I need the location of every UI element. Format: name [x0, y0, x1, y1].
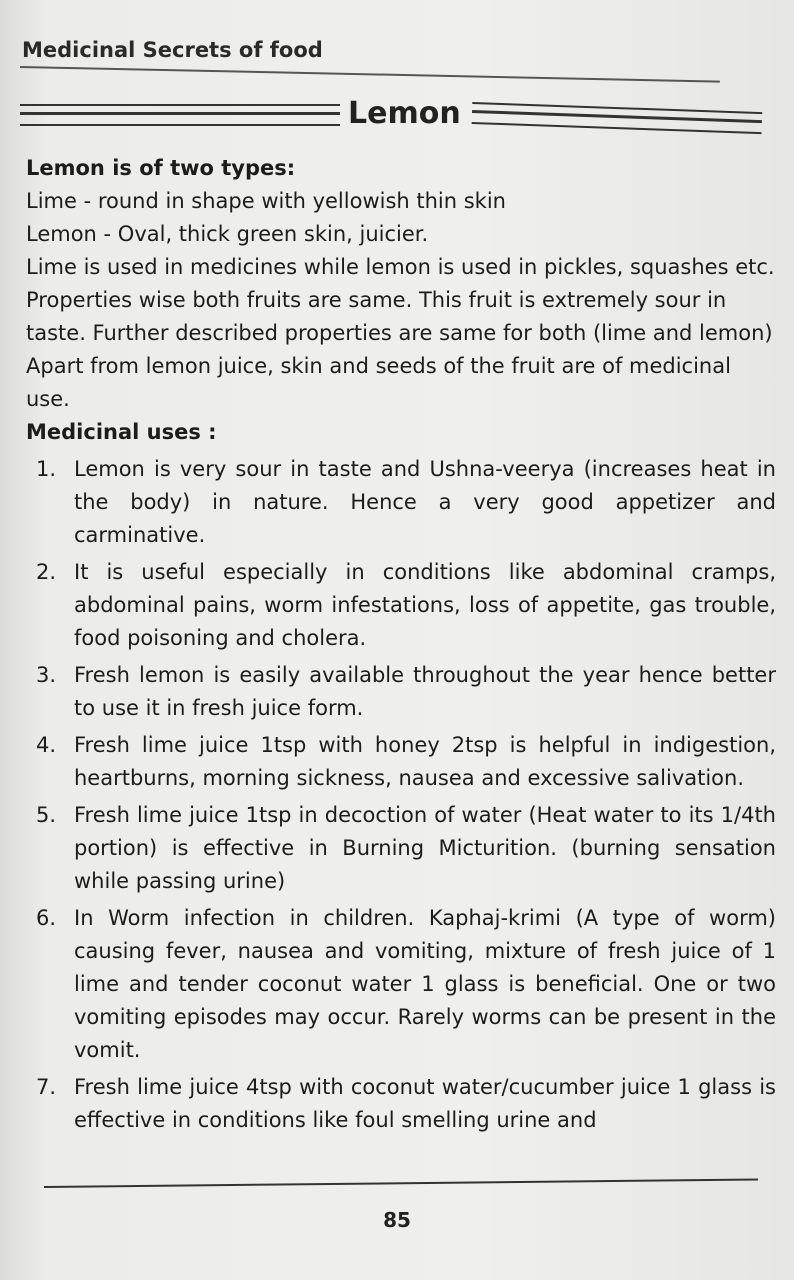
list-item [26, 729, 776, 795]
lime-description: Lime - round in shape with yellowish thin skin [26, 189, 506, 213]
list-item [26, 799, 776, 898]
list-item-text: Lemon is very sour in taste and Ushna-veerya (increases heat in the body) in nature. Hence a very good appetizer and carminative. [74, 457, 776, 547]
list-item-number: 1. [36, 457, 57, 481]
list-item [26, 902, 776, 1067]
list-item-text: Fresh lime juice 4tsp with coconut water/cucumber juice 1 glass is effective in conditions like foul smelling urine and [74, 1075, 776, 1132]
list-item-number: 6. [36, 906, 57, 930]
list-item [26, 1071, 776, 1137]
section-title-band [20, 96, 750, 132]
medicinal-parts-paragraph: Apart from lemon juice, skin and seeds of the fruit are of medicinal use. [26, 354, 731, 411]
usage-paragraph: Lime is used in medicines while lemon is used in pickles, squashes etc. [26, 255, 775, 279]
list-item-number: 4. [36, 733, 57, 757]
list-item-text: It is useful especially in conditions like abdominal cramps, abdominal pains, worm infestations, loss of appetite, gas trouble, food poisoning and cholera. [74, 560, 776, 650]
list-item-text: In Worm infection in children. Kaphaj-krimi (A type of worm) causing fever, nausea and vomiting, mixture of fresh juice of 1 lime and tender coconut water 1 glass is beneficial. One or two vomiting episodes may occur. Rarely worms can be present in the vomit. [74, 906, 776, 1062]
page-number: 85 [383, 1208, 411, 1232]
list-item-number: 7. [36, 1075, 57, 1099]
list-item-number: 2. [36, 560, 57, 584]
list-item-number: 3. [36, 663, 57, 687]
running-header: Medicinal Secrets of food [22, 38, 323, 62]
list-item [26, 659, 776, 725]
list-item-number: 5. [36, 803, 57, 827]
list-item [26, 556, 776, 655]
list-item-text: Fresh lemon is easily available throughout the year hence better to use it in fresh juice form. [74, 663, 776, 720]
section-title: Lemon [348, 96, 461, 131]
list-item-text: Fresh lime juice 1tsp in decoction of water (Heat water to its 1/4th portion) is effective in Burning Micturition. (burning sensation while passing urine) [74, 803, 776, 893]
decorative-rule-right [472, 102, 763, 134]
lemon-description: Lemon - Oval, thick green skin, juicier. [26, 222, 429, 246]
decorative-rule-left [20, 104, 340, 126]
properties-paragraph: Properties wise both fruits are same. This fruit is extremely sour in taste. Further described properties are same for both (lime and lemon) [26, 288, 773, 345]
types-heading: Lemon is of two types: [26, 156, 296, 180]
medicinal-uses-heading: Medicinal uses : [26, 420, 217, 444]
header-rule [20, 66, 720, 83]
medicinal-uses-list [26, 453, 776, 1137]
list-item [26, 453, 776, 552]
footer-rule [44, 1179, 758, 1188]
page-content [26, 152, 776, 1141]
list-item-text: Fresh lime juice 1tsp with honey 2tsp is helpful in indigestion, heartburns, morning sickness, nausea and excessive salivation. [74, 733, 776, 790]
